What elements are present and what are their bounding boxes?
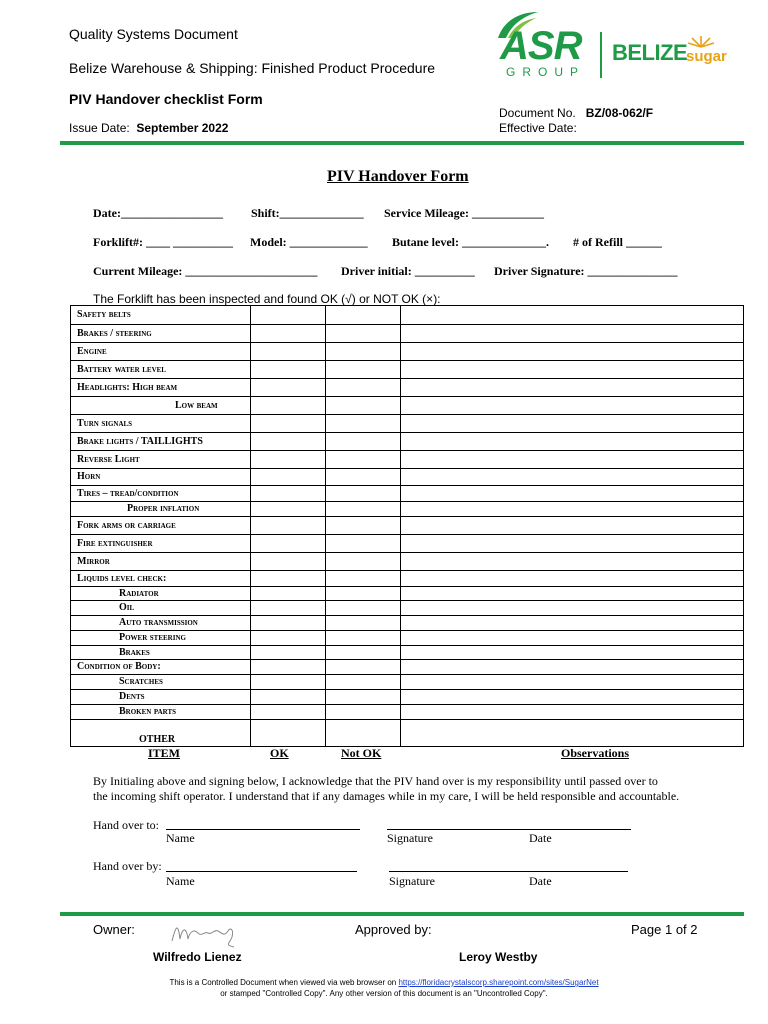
footer-rule	[60, 912, 744, 916]
driver-initial-field[interactable]: Driver initial: __________	[341, 264, 475, 278]
table-row	[71, 486, 744, 502]
controlled-document-notice: This is a Controlled Document when viewed via web browser on https://floridacrystalscorp.sharepoint.com/sites/SugarNet	[169, 978, 599, 987]
doc-category: Quality Systems Document	[69, 26, 238, 42]
not-ok-cell[interactable]	[326, 675, 401, 690]
observations-cell[interactable]	[401, 379, 744, 397]
approved-by-label: Approved by:	[355, 922, 432, 937]
observations-cell[interactable]	[401, 517, 744, 535]
ok-cell[interactable]	[251, 660, 326, 675]
table-row	[71, 469, 744, 486]
not-ok-cell[interactable]	[326, 415, 401, 433]
item-label: Brakes	[71, 646, 251, 660]
approver-name: Leroy Westby	[459, 950, 538, 964]
observations-cell[interactable]	[401, 306, 744, 325]
table-row	[71, 675, 744, 690]
not-ok-cell[interactable]	[326, 502, 401, 517]
ok-cell[interactable]	[251, 451, 326, 469]
hand-over-by-name-line[interactable]	[166, 871, 357, 872]
item-label: Brakes / steering	[71, 325, 251, 343]
name-caption: Name	[166, 874, 195, 888]
item-label: Liquids level check:	[71, 571, 251, 587]
item-label: Engine	[71, 343, 251, 361]
date-caption: Date	[529, 874, 552, 888]
item-label: Dents	[71, 690, 251, 705]
signature-caption: Signature	[387, 831, 433, 845]
table-row	[71, 306, 744, 325]
owner-signature	[168, 917, 240, 951]
observations-cell[interactable]	[401, 616, 744, 631]
table-row	[71, 660, 744, 675]
issue-date: Issue Date: September 2022	[69, 121, 229, 135]
form-name: PIV Handover checklist Form	[69, 91, 263, 107]
observations-cell[interactable]	[401, 705, 744, 720]
ok-cell[interactable]	[251, 705, 326, 720]
not-ok-cell[interactable]	[326, 631, 401, 646]
ok-cell[interactable]	[251, 397, 326, 415]
observations-cell[interactable]	[401, 415, 744, 433]
hand-over-by-signature-line[interactable]	[389, 871, 628, 872]
ok-cell[interactable]	[251, 361, 326, 379]
table-row	[71, 690, 744, 705]
date-caption: Date	[529, 831, 552, 845]
not-ok-cell[interactable]	[326, 601, 401, 616]
table-row	[71, 535, 744, 553]
not-ok-cell[interactable]	[326, 690, 401, 705]
table-row	[71, 517, 744, 535]
driver-signature-field[interactable]: Driver Signature: _______________	[494, 264, 678, 278]
document-number: Document No. BZ/08-062/F	[499, 106, 654, 120]
table-row	[71, 646, 744, 660]
ok-cell[interactable]	[251, 675, 326, 690]
inspection-instructions: The Forklift has been inspected and found OK (√) or NOT OK (×):	[93, 292, 441, 306]
ok-cell[interactable]	[251, 587, 326, 601]
model-field[interactable]: Model: _____________	[250, 235, 368, 249]
not-ok-cell[interactable]	[326, 325, 401, 343]
table-row	[71, 379, 744, 397]
observations-cell[interactable]	[401, 433, 744, 451]
observations-cell[interactable]	[401, 690, 744, 705]
observations-cell[interactable]	[401, 675, 744, 690]
ok-cell[interactable]	[251, 486, 326, 502]
belize-wordmark: BELIZE	[612, 40, 688, 65]
item-label: Horn	[71, 469, 251, 486]
observations-cell[interactable]	[401, 486, 744, 502]
hand-over-to-name-line[interactable]	[166, 829, 360, 830]
ok-cell[interactable]	[251, 571, 326, 587]
item-label: Headlights: High beam	[71, 379, 251, 397]
uncontrolled-copy-notice: or stamped "Controlled Copy". Any other version of this document is an "Uncontrolled Copy".	[220, 989, 548, 998]
item-label: Brake lights / TAILLIGHTS	[71, 433, 251, 451]
not-ok-cell[interactable]	[326, 646, 401, 660]
observations-cell[interactable]	[401, 343, 744, 361]
ok-cell[interactable]	[251, 601, 326, 616]
item-label: Tires – tread/condition	[71, 486, 251, 502]
hand-over-to-label: Hand over to:	[93, 818, 159, 832]
owner-label: Owner:	[93, 922, 135, 937]
item-label: Auto transmission	[71, 616, 251, 631]
observations-cell[interactable]	[401, 469, 744, 486]
item-label: Power steering	[71, 631, 251, 646]
ok-cell[interactable]	[251, 343, 326, 361]
observations-cell[interactable]	[401, 571, 744, 587]
observations-cell[interactable]	[401, 325, 744, 343]
not-ok-cell[interactable]	[326, 535, 401, 553]
table-row	[71, 587, 744, 601]
sugar-wordmark: sugar	[686, 48, 727, 65]
table-row	[71, 361, 744, 379]
not-ok-cell[interactable]	[326, 306, 401, 325]
sun-icon	[686, 34, 716, 48]
observations-cell[interactable]	[401, 451, 744, 469]
item-label: Turn signals	[71, 415, 251, 433]
observations-cell[interactable]	[401, 535, 744, 553]
item-label: Mirror	[71, 553, 251, 571]
not-ok-cell[interactable]	[326, 379, 401, 397]
observations-cell[interactable]	[401, 631, 744, 646]
table-row	[71, 705, 744, 720]
header-rule	[60, 141, 744, 145]
acknowledgement-line-2: the incoming shift operator. I understand that if any damages while in my care, I will be held responsible and accountable.	[93, 789, 680, 803]
not-ok-cell[interactable]	[326, 433, 401, 451]
table-row	[71, 451, 744, 469]
ok-cell[interactable]	[251, 306, 326, 325]
ok-cell[interactable]	[251, 631, 326, 646]
observations-cell[interactable]	[401, 646, 744, 660]
observations-cell[interactable]	[401, 601, 744, 616]
shift-field[interactable]: Shift:______________	[251, 206, 364, 220]
item-label: Fire extinguisher	[71, 535, 251, 553]
ok-cell[interactable]	[251, 517, 326, 535]
ok-cell[interactable]	[251, 616, 326, 631]
forklift-number-field[interactable]: Forklift#: ____ __________	[93, 235, 233, 249]
butane-level-field[interactable]: Butane level: ______________.	[392, 235, 549, 249]
not-ok-cell[interactable]	[326, 705, 401, 720]
item-label: Safety belts	[71, 306, 251, 325]
item-label: Reverse Light	[71, 451, 251, 469]
not-ok-cell[interactable]	[326, 553, 401, 571]
refill-count-field[interactable]: # of Refill ______	[573, 235, 662, 249]
item-label: Radiator	[71, 587, 251, 601]
logo-divider	[600, 32, 602, 78]
item-label: Scratches	[71, 675, 251, 690]
not-ok-cell[interactable]	[326, 451, 401, 469]
not-ok-cell[interactable]	[326, 343, 401, 361]
form-title: PIV Handover Form	[327, 168, 469, 185]
doc-procedure: Belize Warehouse & Shipping: Finished Product Procedure	[69, 60, 436, 76]
observations-cell[interactable]	[401, 720, 744, 747]
table-row	[71, 616, 744, 631]
item-label: OTHER	[71, 720, 251, 747]
signature-caption: Signature	[389, 874, 435, 888]
ok-cell[interactable]	[251, 325, 326, 343]
inspection-checklist-table	[70, 305, 744, 747]
not-ok-cell[interactable]	[326, 587, 401, 601]
not-ok-cell[interactable]	[326, 361, 401, 379]
not-ok-cell[interactable]	[326, 660, 401, 675]
date-field[interactable]: Date:_________________	[93, 206, 223, 220]
column-header-item: ITEM	[148, 746, 181, 760]
sharepoint-link[interactable]: https://floridacrystalscorp.sharepoint.com/sites/SugarNet	[398, 978, 599, 987]
asr-wordmark: ASR	[500, 24, 582, 68]
table-row	[71, 631, 744, 646]
acknowledgement-line-1: By Initialing above and signing below, I acknowledge that the PIV hand over is my responsibility until passed over to	[93, 774, 658, 788]
not-ok-cell[interactable]	[326, 571, 401, 587]
observations-cell[interactable]	[401, 361, 744, 379]
not-ok-cell[interactable]	[326, 616, 401, 631]
observations-cell[interactable]	[401, 553, 744, 571]
column-header-ok: OK	[270, 746, 289, 760]
ok-cell[interactable]	[251, 553, 326, 571]
effective-date: Effective Date:	[499, 121, 577, 135]
asr-belize-sugar-logo	[492, 10, 727, 82]
ok-cell[interactable]	[251, 646, 326, 660]
not-ok-cell[interactable]	[326, 469, 401, 486]
not-ok-cell[interactable]	[326, 486, 401, 502]
table-row	[71, 601, 744, 616]
item-label: Fork arms or carriage	[71, 517, 251, 535]
item-label: Battery water level	[71, 361, 251, 379]
column-header-not-ok: Not OK	[341, 746, 382, 760]
observations-cell[interactable]	[401, 587, 744, 601]
item-label: Low beam	[71, 397, 251, 415]
ok-cell[interactable]	[251, 535, 326, 553]
ok-cell[interactable]	[251, 415, 326, 433]
group-wordmark: GROUP	[506, 65, 586, 79]
table-row	[71, 433, 744, 451]
item-label: Oil	[71, 601, 251, 616]
table-row	[71, 553, 744, 571]
table-row	[71, 343, 744, 361]
ok-cell[interactable]	[251, 469, 326, 486]
observations-cell[interactable]	[401, 502, 744, 517]
item-label: Broken parts	[71, 705, 251, 720]
not-ok-cell[interactable]	[326, 517, 401, 535]
current-mileage-field[interactable]: Current Mileage: ______________________	[93, 264, 318, 278]
table-row	[71, 325, 744, 343]
item-label: Proper inflation	[71, 502, 251, 517]
not-ok-cell[interactable]	[326, 397, 401, 415]
hand-over-to-signature-line[interactable]	[387, 829, 631, 830]
table-row	[71, 502, 744, 517]
not-ok-cell[interactable]	[326, 720, 401, 747]
hand-over-by-label: Hand over by:	[93, 859, 162, 873]
table-row	[71, 720, 744, 747]
owner-name: Wilfredo Lienez	[153, 950, 242, 964]
column-header-observations: Observations	[561, 746, 630, 760]
ok-cell[interactable]	[251, 379, 326, 397]
name-caption: Name	[166, 831, 195, 845]
observations-cell[interactable]	[401, 660, 744, 675]
item-label: Condition of Body:	[71, 660, 251, 675]
table-row	[71, 397, 744, 415]
ok-cell[interactable]	[251, 720, 326, 747]
ok-cell[interactable]	[251, 502, 326, 517]
ok-cell[interactable]	[251, 690, 326, 705]
table-row	[71, 571, 744, 587]
page-number: Page 1 of 2	[631, 922, 698, 937]
service-mileage-field[interactable]: Service Mileage: ____________	[384, 206, 544, 220]
ok-cell[interactable]	[251, 433, 326, 451]
observations-cell[interactable]	[401, 397, 744, 415]
table-row	[71, 415, 744, 433]
